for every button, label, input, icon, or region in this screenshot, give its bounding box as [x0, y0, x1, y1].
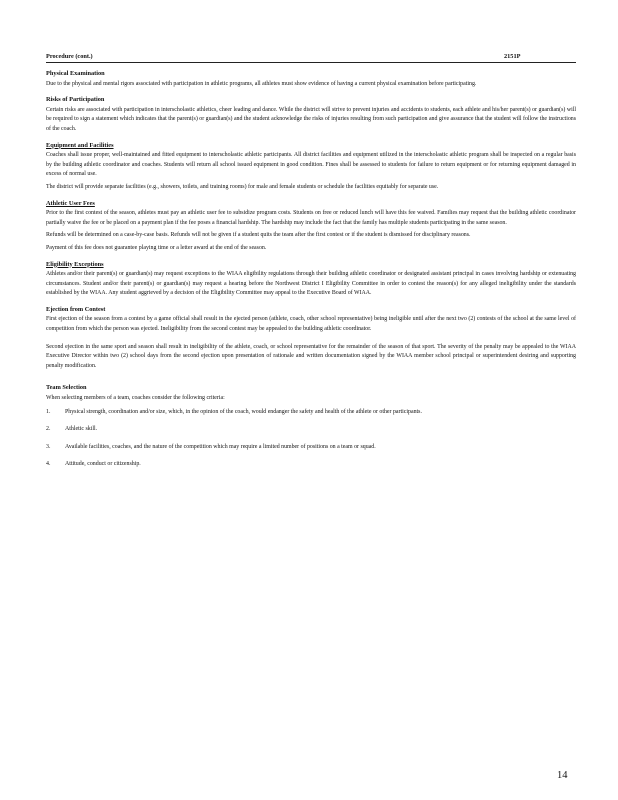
list-item [46, 460, 576, 470]
page-number: 14 [557, 770, 568, 781]
risks-heading: Risks of Participation [46, 96, 105, 104]
document-page [46, 52, 576, 478]
header-title: Procedure (cont.) [46, 53, 93, 60]
equipment-heading: Equipment and Facilities [46, 141, 114, 149]
list-item-number: 3. [46, 443, 51, 450]
team-selection-intro: When selecting members of a team, coaches consider the following criteria: [46, 395, 225, 402]
list-item-text: Attitude, conduct or citizenship. [65, 461, 141, 468]
fees-paragraph-2: Refunds will be determined on a case-by-case basis. Refunds will not be given if a student quits the team after the first contest or if the student is dismissed for disciplinary reasons. [46, 232, 471, 239]
eligibility-paragraph: Athletes and/or their parent(s) or guardian(s) may request exceptions to the WIAA eligibility regulations through their building athletic coordinator or designated assistant principal in cases involving hardship or extenuating circumstances. Student and/or their parent(s) or guardian(s) may request a hearing before the Northwest District I Eligibility Committee in order to contest the reason(s) for any alleged ineligibility under the standards established by the WIAA. Any student aggrieved by a decision of the Eligibility Committee may appeal to the Executive Board of WIAA. [46, 271, 576, 297]
list-item [46, 408, 576, 418]
page-header [46, 52, 576, 63]
list-item [46, 443, 576, 453]
ejection-paragraph-2: Second ejection in the same sport and season shall result in ineligibility of the athlete, coach, or school representative for the remainder of the season of that sport. The severity of the penalty may be appealed to the WIAA Executive Director within two (2) school days from the second ejection upon presentation of rationale and written documentation signed by the WIAA member school principal or superintendent desiring and supporting penalty modification. [46, 343, 576, 369]
equipment-paragraph-2: The district will provide separate facilities (e.g., showers, toilets, and training rooms) for male and female students or schedule the facilities equitably for separate use. [46, 183, 439, 190]
list-item-number: 1. [46, 408, 51, 415]
team-selection-heading: Team Selection [46, 384, 87, 392]
criteria-list [46, 408, 576, 470]
physical-exam-heading: Physical Examination [46, 70, 105, 77]
physical-exam-paragraph: Due to the physical and mental rigors associated with participation in athletic programs, all athletes must show evidence of having a current physical examination before participating. [46, 80, 477, 87]
fees-paragraph-1: Prior to the first contest of the season, athletes must pay an athletic user fee to subsidize program costs. Students on free or reduced lunch will have this fee waived. Families may request that the building athletic coordinator partially waive the fee or be placed on a payment plan if the fee poses a financial hardship. The hardship may include the fact that the family has multiple students participating in the same season. [46, 210, 576, 226]
header-code: 2151P [504, 53, 521, 60]
fees-heading: Athletic User Fees [46, 199, 95, 207]
fees-paragraph-3: Payment of this fee does not guarantee playing time or a letter award at the end of the season. [46, 244, 267, 251]
list-item-text: Physical strength, coordination and/or size, which, in the opinion of the coach, would endanger the safety and health of the athlete or other participants. [65, 408, 422, 415]
equipment-paragraph-1: Coaches shall issue proper, well-maintained and fitted equipment to interscholastic athletic participants. All district facilities and equipment utilized in the interscholastic athletic program shall be inspected on a regular basis by the building athletic coordinator and coaches. Students will return all school issued equipment in good condition. Fines shall be assessed to students for failure to return equipment or for returning equipment damaged in excess of normal use. [46, 152, 576, 178]
list-item-text: Athletic skill. [65, 426, 98, 433]
list-item-text: Available facilities, coaches, and the nature of the competition which may require a limited number of positions on a team or squad. [65, 443, 376, 450]
ejection-paragraph-1: First ejection of the season from a contest by a game official shall result in the ejected person (athlete, coach, other school representative) being ineligible until after the next two (2) contests of the school at the same level of competition from which the person was ejected. Ineligibility from the second contest may be appealed to the building athletic coordinator. [46, 316, 576, 333]
list-item [46, 425, 576, 435]
risks-paragraph: Certain risks are associated with participation in interscholastic athletics, cheer leading and dance. While the district will strive to prevent injuries and accidents to students, each athlete and his/her parent(s) or guardian(s) will be required to sign a statement which indicates that the parent(s) or guardian(s) and the student acknowledge the risks of injuries resulting from such participation and give assurance that the student will follow the instructions of the coach. [46, 106, 577, 132]
eligibility-heading: Eligibility Exceptions [46, 260, 104, 268]
ejection-heading: Ejection from Contest [46, 305, 106, 313]
list-item-number: 2. [46, 426, 51, 433]
list-item-number: 4. [46, 461, 51, 468]
